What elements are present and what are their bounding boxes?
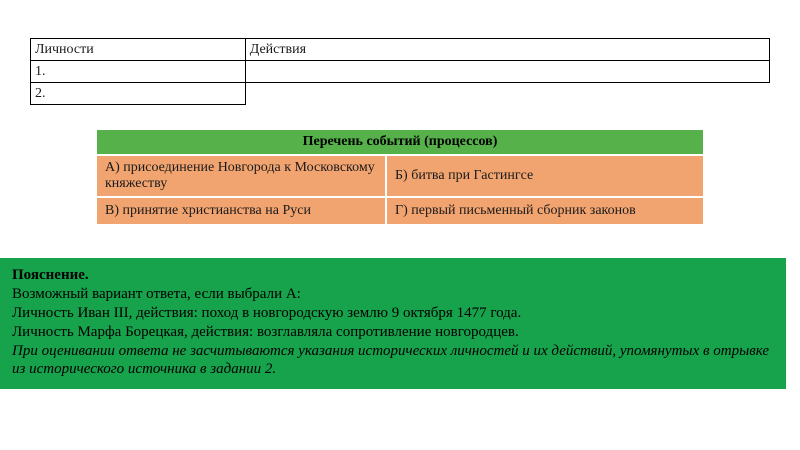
row2-action-cell — [245, 83, 769, 105]
event-cell-v: В) принятие христианства на Руси — [97, 198, 385, 224]
events-table-title: Перечень событий (процессов) — [97, 130, 703, 154]
table-row — [97, 156, 703, 196]
explanation-line: Возможный вариант ответа, если выбрали А: — [12, 285, 301, 302]
table-row — [31, 83, 770, 105]
explanation-line: Личность Марфа Борецкая, действия: возглавляла сопротивление новгородцев. — [12, 323, 519, 340]
table-row — [97, 130, 703, 154]
answer-table — [30, 38, 770, 105]
table-row — [31, 39, 770, 61]
row2-number-cell: 2. — [31, 83, 246, 105]
event-cell-g: Г) первый письменный сборник законов — [387, 198, 703, 224]
event-cell-b: Б) битва при Гастингсе — [387, 156, 703, 196]
explanation-title: Пояснение. — [12, 267, 89, 283]
row1-number-cell: 1. — [31, 61, 246, 83]
explanation-box — [0, 258, 786, 389]
table-row — [31, 61, 770, 83]
explanation-line: Личность Иван III, действия: поход в новгородскую землю 9 октября 1477 года. — [12, 304, 522, 321]
events-table — [95, 128, 705, 226]
row1-action-cell — [245, 61, 769, 83]
explanation-italic-note: При оценивании ответа не засчитываются указания исторических личностей и их действий, упомянутых в отрывке из исторического источника в задании 2. — [12, 342, 770, 378]
header-cell-persons: Личности — [31, 39, 246, 61]
event-cell-a: А) присоединение Новгорода к Московскому княжеству — [97, 156, 385, 196]
table-row — [97, 198, 703, 224]
header-cell-actions: Действия — [245, 39, 769, 61]
